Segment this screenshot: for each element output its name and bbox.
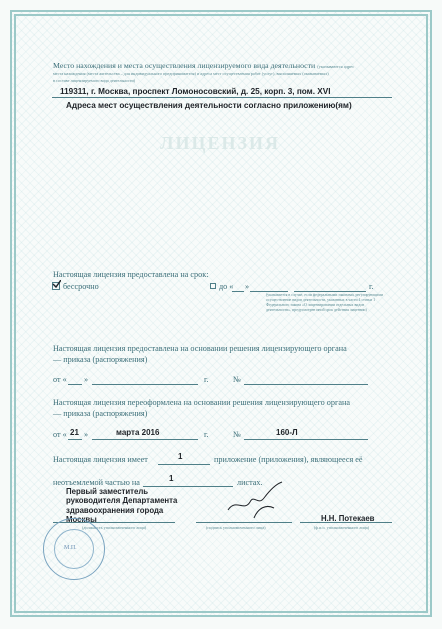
reissue-day-line: [68, 439, 82, 440]
reissue-day: 21: [70, 428, 79, 437]
reissue-year: г.: [204, 430, 209, 439]
reissue-number-sign: №: [233, 430, 241, 439]
appendix-text2: приложение (приложения), являющееся её: [214, 455, 363, 464]
watermark: ЛИЦЕНЗИЯ: [160, 133, 280, 153]
check-icon: [52, 280, 61, 289]
until-month-line: [250, 291, 288, 292]
basis-label2: — приказа (распоряжения): [53, 355, 148, 364]
appendix-count-line: [158, 464, 210, 465]
reissue-quote: »: [84, 430, 89, 439]
indefinite-checkbox: [52, 282, 60, 290]
appendix-text4: листах.: [237, 478, 263, 487]
basis-number-line: [244, 384, 368, 385]
signature-line: [196, 522, 292, 523]
appendix-text3: неотъемлемой частью на: [53, 478, 140, 487]
reissue-month-year: марта 2016: [116, 428, 160, 437]
stamp-label: М.П.: [64, 545, 77, 551]
address-underline: [52, 97, 392, 98]
signatory-name: Н.Н. Потекаев: [321, 514, 375, 523]
appendix-text1: Настоящая лицензия имеет: [53, 455, 148, 464]
indefinite-label: бессрочно: [63, 282, 99, 291]
basis-number-sign: №: [233, 375, 241, 384]
until-day-line: [232, 291, 244, 292]
term-label: Настоящая лицензия предоставлена на срок:: [53, 270, 209, 279]
basis-quote: »: [84, 375, 89, 384]
official-stamp: [43, 518, 105, 580]
caption-name: (ф.и.о. уполномоченного лица): [314, 525, 370, 530]
until-checkbox: [210, 283, 216, 289]
address-value: 119311, г. Москва, проспект Ломоносовский, д. 25, корп. 3, пом. XVI: [60, 87, 331, 96]
basis-date-line: [92, 384, 198, 385]
reissue-label1: Настоящая лицензия переоформлена на основании решения лицензирующего органа: [53, 398, 350, 407]
until-year-suffix: г.: [369, 282, 374, 291]
reissue-date-line: [92, 439, 198, 440]
header-line1: Место нахождения и места осуществления лицензируемого вида деятельности (указываются адрес: [53, 61, 355, 70]
header-line3: в составе лицензируемого вида деятельности): [53, 78, 136, 83]
header-line2: места нахождения (места жительства – для индивидуального предпринимателя) и адреса мест осуществления работ (услуг), выполняемых (оказываемых): [53, 71, 329, 76]
reissue-label2: — приказа (распоряжения): [53, 409, 148, 418]
addresses-note: Адреса мест осуществления деятельности согласно приложению(ям): [66, 101, 352, 110]
position-line-2: руководителя Департамента: [66, 496, 178, 506]
term-note: (указывается в случае, если федеральными законами, регулирующими осуществление видов деятельности, указанных в части 4 статьи 1 Федерального закона «О лицензировании отдельных видов деятельности», предусмотрен иной срок действия лицензии): [266, 293, 383, 312]
position-line-1: Первый заместитель: [66, 487, 149, 496]
appendix-sheets: 1: [169, 474, 174, 483]
until-prefix: до «: [219, 282, 234, 291]
reissue-number: 160-Л: [276, 428, 298, 437]
caption-position: (должность уполномоченного лица): [82, 525, 147, 530]
caption-sign: (подпись уполномоченного лица): [206, 525, 266, 530]
basis-day-line: [68, 384, 82, 385]
position-line-3: здравоохранения города: [66, 505, 164, 515]
appendix-count: 1: [178, 452, 183, 461]
basis-label1: Настоящая лицензия предоставлена на основании решения лицензирующего органа: [53, 344, 347, 353]
basis-year: г.: [204, 375, 209, 384]
until-year-line: [294, 291, 366, 292]
name-line: [300, 522, 392, 523]
handwritten-signature: [224, 478, 286, 522]
position-line-4: Москвы: [66, 515, 97, 525]
reissue-from: от «: [53, 430, 67, 439]
reissue-number-line: [244, 439, 368, 440]
until-quote: »: [245, 282, 250, 291]
basis-from: от «: [53, 375, 67, 384]
